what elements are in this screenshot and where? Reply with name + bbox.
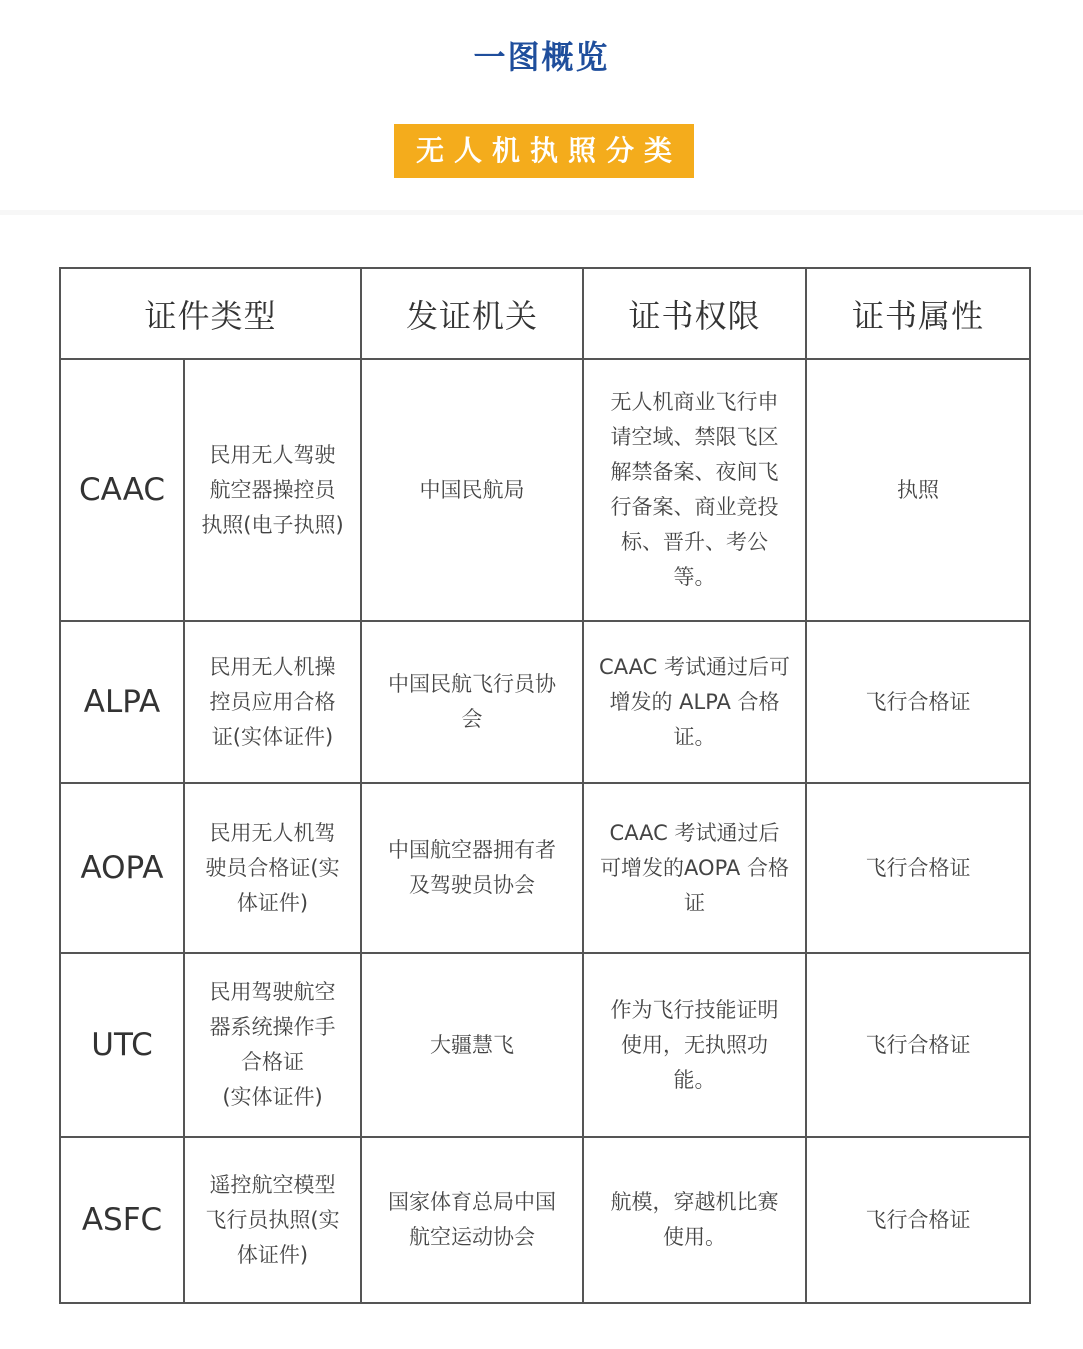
row-code: ALPA [60,621,184,783]
row-permission [583,359,806,621]
row-issuer-text: 大疆慧飞 [430,1032,515,1057]
row-issuer-text: 国家体育总局中国 航空运动协会 [388,1190,557,1249]
row-issuer [361,953,583,1137]
row-permission [583,783,806,953]
row-attribute-text: 飞行合格证 [865,1207,971,1232]
row-type [184,359,361,621]
row-permission-text: 作为飞行技能证明 使用，无执照功 能。 [610,997,779,1092]
table-row [60,953,1030,1137]
table-row [60,359,1030,621]
row-type [184,953,361,1137]
header-permission: 证书权限 [583,268,806,359]
row-issuer-text: 中国民航飞行员协 会 [388,672,557,731]
row-issuer [361,783,583,953]
row-permission-text: 无人机商业飞行申 请空域、禁限飞区 解禁备案、夜间飞 行备案、商业竞投 标、晋升、考公 等。 [610,390,779,589]
row-code: AOPA [60,783,184,953]
page-title: 一图概览 [473,38,610,76]
row-type-text: 民用无人驾驶 航空器操控员 执照(电子执照) [201,442,344,537]
row-permission [583,1137,806,1303]
section-banner: 无人机执照分类 [394,124,694,178]
row-type-text: 民用驾驶航空 器系统操作手 合格证 (实体证件) [209,980,336,1109]
header-issuer: 发证机关 [361,268,583,359]
row-code: UTC [60,953,184,1137]
row-type [184,1137,361,1303]
row-permission-text: CAAC 考试通过后 可增发的AOPA 合格 证 [600,820,789,915]
row-type-text: 民用无人机操 控员应用合格 证(实体证件) [209,654,336,749]
license-table [59,267,1031,1304]
row-issuer [361,359,583,621]
row-attribute [806,1137,1030,1303]
row-attribute-text: 执照 [897,477,940,502]
header-attribute: 证书属性 [806,268,1030,359]
row-attribute [806,359,1030,621]
row-code: CAAC [60,359,184,621]
table-row [60,783,1030,953]
row-issuer [361,621,583,783]
row-permission-text: CAAC 考试通过后可 增发的 ALPA 合格 证。 [599,654,790,749]
row-issuer [361,1137,583,1303]
row-issuer-text: 中国民航局 [419,477,525,502]
row-code: ASFC [60,1137,184,1303]
row-attribute-text: 飞行合格证 [865,855,971,880]
row-type [184,621,361,783]
row-attribute [806,783,1030,953]
table-row [60,1137,1030,1303]
row-type [184,783,361,953]
header-cert-type: 证件类型 [60,268,361,359]
row-type-text: 民用无人机驾 驶员合格证(实 体证件) [205,820,340,915]
table-header-row [60,268,1030,359]
row-issuer-text: 中国航空器拥有者 及驾驶员协会 [388,838,557,897]
row-attribute-text: 飞行合格证 [865,689,971,714]
row-attribute [806,621,1030,783]
section-divider [0,210,1083,215]
row-attribute-text: 飞行合格证 [865,1032,971,1057]
row-attribute [806,953,1030,1137]
row-permission [583,953,806,1137]
table-row [60,621,1030,783]
row-type-text: 遥控航空模型 飞行员执照(实 体证件) [205,1172,340,1267]
row-permission [583,621,806,783]
row-permission-text: 航模，穿越机比赛 使用。 [610,1190,779,1249]
